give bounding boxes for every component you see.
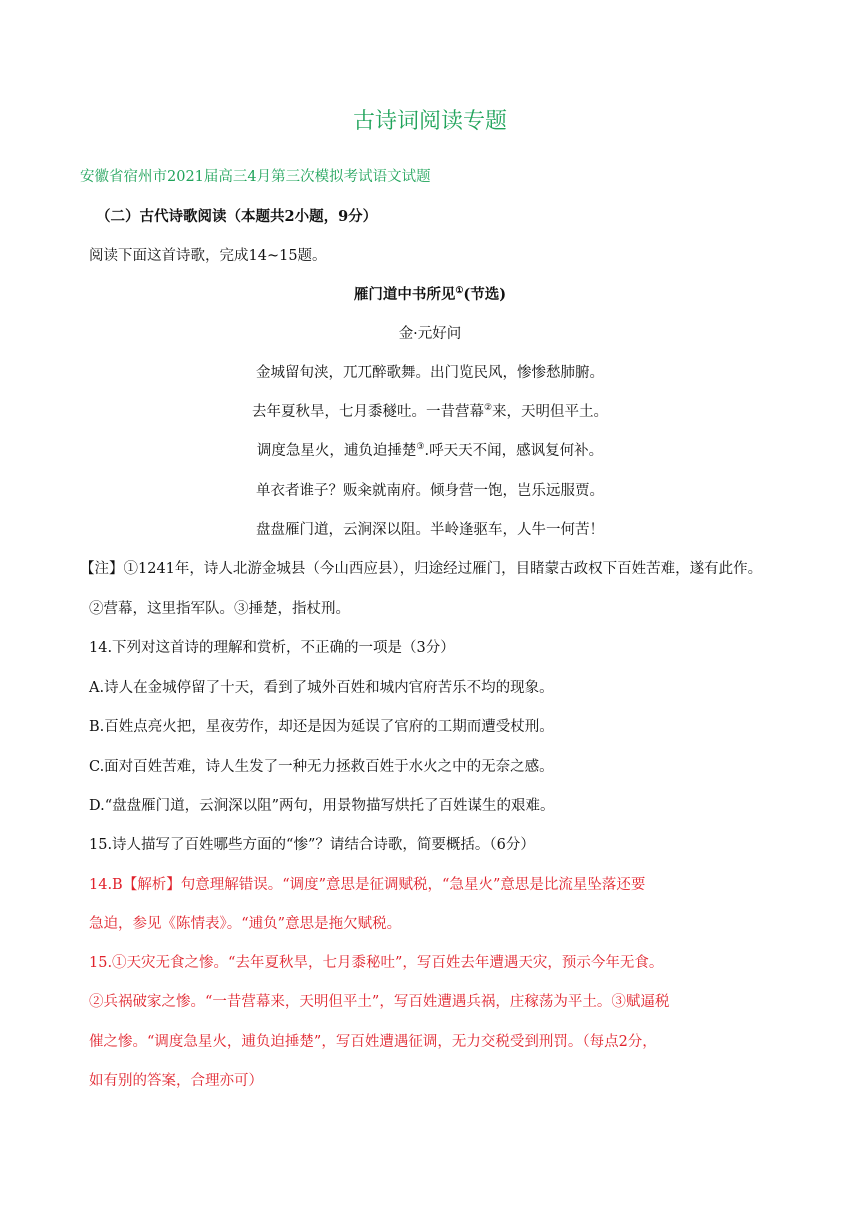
option-d: D.“盘盘雁门道，云涧深以阻”两句，用景物描写烘托了百姓谋生的艰难。 <box>89 798 555 814</box>
poem-line: 去年夏秋旱，七月黍穟吐。一昔营幕②来，天明但平土。 <box>251 403 609 420</box>
answer-line: 催之惨。“调度急星火，逋负迫捶楚”，写百姓遭遇征调，无力交税受到刑罚。（每点2分， <box>89 1034 657 1050</box>
poem-line: 盘盘雁门道，云涧深以阻。半岭逢驱车，人牛一何苦！ <box>256 522 604 538</box>
poem-line: 调度急星火，逋负迫捶楚③.呼天天不闻，感讽复何补。 <box>256 442 604 459</box>
option-b: B.百姓点亮火把，星夜劳作，却还是因为延误了官府的工期而遭受杖刑。 <box>89 719 554 735</box>
question-14: 14.下列对这首诗的理解和赏析，不正确的一项是（3分） <box>89 640 455 656</box>
poem-title-note: ① <box>455 286 464 297</box>
poem-title <box>0 283 860 304</box>
answer-line: 急迫，参见《陈情表》。“逋负”意思是拖欠赋税。 <box>89 916 402 932</box>
poem-author: 金·元好问 <box>398 326 462 342</box>
poem-title-text: 雁门道中书所见 <box>353 286 456 303</box>
poem-title-suffix: (节选) <box>463 286 507 303</box>
answer-line: 15.①天灾无食之惨。“去年夏秋旱，七月黍秘吐”，写百姓去年遭遇天灾，预示今年无食。 <box>89 955 664 971</box>
poem-line: 金城留旬浃，兀兀醉歌舞。出门览民风，惨惨愁肺腑。 <box>256 365 604 381</box>
answer-line: ②兵祸破家之惨。“一昔营幕来，天明但平土”，写百姓遭遇兵祸，庄稼荡为平土。③赋逼税 <box>89 994 670 1010</box>
doc-title: 古诗词阅读专题 <box>352 109 507 134</box>
poem-note-1: 【注】①1241年，诗人北游金城县（今山西应县），归途经过雁门，目睹蒙古政权下百姓苦难，遂有此作。 <box>80 561 763 577</box>
answer-line: 如有别的答案，合理亦可） <box>89 1073 263 1089</box>
poem-line: 单衣者谁子？贩籴就南府。倾身营一饱，岂乐远服贾。 <box>256 483 604 499</box>
section-header: （二）古代诗歌阅读（本题共2小题，9分） <box>96 208 378 225</box>
option-c: C.面对百姓苦难，诗人生发了一种无力拯救百姓于水火之中的无奈之感。 <box>89 759 554 775</box>
exam-source: 安徽省宿州市2021届高三4月第三次模拟考试语文试题 <box>80 169 431 185</box>
answer-line: 14.B【解析】句意理解错误。“调度”意思是征调赋税，“急星火”意思是比流星坠落还要 <box>89 877 646 893</box>
option-a: A.诗人在金城停留了十天，看到了城外百姓和城内官府苦乐不均的现象。 <box>89 680 554 696</box>
poem-note-2: ②营幕，这里指军队。③捶楚，指杖刑。 <box>89 601 350 617</box>
instruction: 阅读下面这首诗歌，完成14~15题。 <box>89 248 327 264</box>
question-15: 15.诗人描写了百姓哪些方面的“惨”？请结合诗歌，简要概括。（6分） <box>89 837 535 853</box>
